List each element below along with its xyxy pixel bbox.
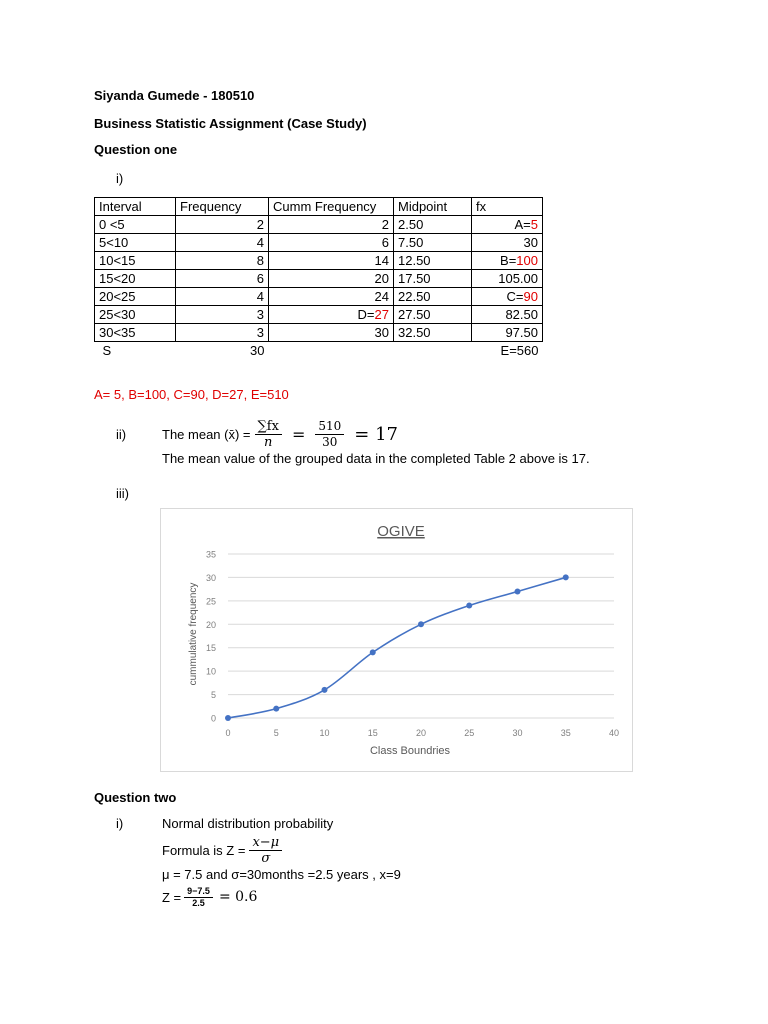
fx-value: 105.00 [498, 271, 538, 286]
fx-cell [472, 252, 543, 270]
total-fx: E=560 [500, 343, 539, 358]
z-result: = 0.6 [218, 889, 258, 905]
data-point [515, 588, 521, 594]
data-point [273, 706, 279, 712]
assignment-title: Business Statistic Assignment (Case Study) [94, 116, 367, 131]
cumulative-value: 20 [374, 271, 389, 286]
y-tick-label: 5 [210, 690, 216, 701]
fx-value: 5 [530, 217, 538, 232]
fx-cell [472, 234, 543, 252]
y-tick-label: 0 [210, 713, 216, 724]
fx-value: 82.50 [505, 307, 538, 322]
frequency-table [94, 197, 543, 359]
midpoint-cell: 27.50 [394, 306, 472, 324]
x-tick-label: 5 [273, 728, 279, 738]
mean-result: = 17 [354, 423, 398, 445]
z-calculation [162, 882, 257, 912]
formula-numerator: x−μ [249, 835, 282, 851]
fx-cell [472, 324, 543, 342]
frequency-cell: 2 [176, 216, 269, 234]
q2-part-i-label: i) [116, 816, 124, 831]
fx-prefix: A= [514, 217, 531, 232]
frequency-cell: 6 [176, 270, 269, 288]
table-total-row [95, 342, 543, 360]
interval-cell: 15<20 [95, 270, 176, 288]
interval-cell: 30<35 [95, 324, 176, 342]
x-tick-label: 15 [367, 728, 378, 738]
data-point [322, 687, 328, 693]
y-tick-label: 25 [205, 596, 216, 607]
table-row [95, 234, 543, 252]
interval-cell: 5<10 [95, 234, 176, 252]
cumulative-cell [269, 288, 394, 306]
cumulative-value: 30 [374, 325, 389, 340]
data-point [225, 715, 231, 721]
interval-cell: 10<15 [95, 252, 176, 270]
midpoint-cell: 17.50 [394, 270, 472, 288]
column-header: fx [472, 198, 543, 216]
author-line: Siyanda Gumede - 180510 [94, 88, 255, 103]
fx-value: 30 [523, 235, 538, 250]
table-header-row [95, 198, 543, 216]
y-tick-label: 20 [205, 619, 216, 630]
mean-formula [162, 414, 398, 454]
mean-fraction-values [315, 419, 344, 450]
z-fraction [184, 886, 213, 909]
column-header: Cumm Frequency [269, 198, 394, 216]
x-tick-label: 20 [415, 728, 427, 738]
midpoint-cell: 2.50 [394, 216, 472, 234]
frequency-cell: 3 [176, 306, 269, 324]
column-header: Midpoint [394, 198, 472, 216]
y-tick-label: 10 [205, 666, 216, 677]
table-row [95, 324, 543, 342]
x-axis-label: Class Boundries [369, 745, 451, 757]
mean-label: The mean (x̄) = [162, 426, 251, 442]
cumulative-value: 14 [374, 253, 389, 268]
cumulative-cell [269, 216, 394, 234]
z-denominator: 2.5 [192, 897, 205, 908]
fx-cell [472, 288, 543, 306]
data-point [418, 621, 424, 627]
chart-title: OGIVE [377, 523, 425, 540]
data-point [466, 603, 472, 609]
x-tick-label: 40 [608, 728, 620, 738]
fx-value: 97.50 [505, 325, 538, 340]
cumulative-cell [269, 306, 394, 324]
fx-prefix: B= [500, 253, 517, 268]
z-label: Z = [162, 889, 182, 905]
formula-denominator: σ [261, 850, 271, 866]
midpoint-cell: 32.50 [394, 324, 472, 342]
answers-line: A= 5, B=100, C=90, D=27, E=510 [94, 387, 289, 402]
question-one-heading: Question one [94, 142, 178, 157]
cumulative-prefix: D= [357, 307, 375, 322]
q1-part-ii-label: ii) [116, 427, 127, 442]
table-row [95, 270, 543, 288]
formula-label: Formula is Z = [162, 842, 246, 858]
midpoint-cell: 22.50 [394, 288, 472, 306]
cumulative-value: 2 [381, 217, 389, 232]
column-header: Frequency [176, 198, 269, 216]
empty-cell [269, 342, 394, 360]
ogive-chart [160, 508, 640, 773]
interval-cell: 0 <5 [95, 216, 176, 234]
mean-n-value: 30 [322, 434, 338, 449]
x-tick-label: 25 [464, 728, 475, 738]
data-point [563, 574, 569, 580]
frequency-cell: 4 [176, 288, 269, 306]
z-numerator: 9−7.5 [184, 886, 213, 898]
params-line: μ = 7.5 and σ=30months =2.5 years , x=9 [162, 867, 401, 882]
y-tick-label: 35 [205, 549, 216, 560]
frequency-cell: 8 [176, 252, 269, 270]
cumulative-cell [269, 324, 394, 342]
column-header: Interval [95, 198, 176, 216]
table-row [95, 216, 543, 234]
fx-cell [472, 216, 543, 234]
y-tick-label: 30 [205, 572, 216, 583]
interval-cell: 20<25 [95, 288, 176, 306]
fx-cell [472, 306, 543, 324]
mean-sum-value: 510 [315, 419, 344, 435]
mean-numerator: ∑fx [255, 419, 282, 435]
cumulative-value: 24 [374, 289, 389, 304]
midpoint-cell: 7.50 [394, 234, 472, 252]
x-tick-label: 35 [560, 728, 571, 738]
fx-value: 100 [516, 253, 538, 268]
table-row [95, 252, 543, 270]
cumulative-cell [269, 234, 394, 252]
mean-denominator: n [264, 434, 273, 450]
total-label: S [102, 343, 112, 358]
cumulative-cell [269, 270, 394, 288]
mean-equals: = [291, 424, 306, 444]
midpoint-cell: 12.50 [394, 252, 472, 270]
q1-part-i-label: i) [116, 171, 124, 186]
x-tick-label: 10 [319, 728, 330, 738]
cumulative-cell [269, 252, 394, 270]
fx-prefix: C= [506, 289, 524, 304]
empty-cell [394, 342, 472, 360]
mean-fraction [255, 419, 282, 450]
data-point [370, 649, 376, 655]
fx-cell [472, 270, 543, 288]
table-row [95, 306, 543, 324]
cumulative-value: 6 [381, 235, 389, 250]
z-formula [162, 832, 282, 868]
y-tick-label: 15 [205, 643, 216, 654]
question-two-heading: Question two [94, 790, 177, 805]
frequency-cell: 4 [176, 234, 269, 252]
q2-topic: Normal distribution probability [162, 816, 334, 831]
cumulative-value: 27 [374, 307, 389, 322]
x-tick-label: 30 [512, 728, 523, 738]
q1-part-iii-label: iii) [116, 486, 129, 501]
y-axis-label: cummulative frequency [188, 582, 199, 686]
frequency-cell: 3 [176, 324, 269, 342]
x-tick-label: 0 [225, 728, 231, 738]
interval-cell: 25<30 [95, 306, 176, 324]
table-row [95, 288, 543, 306]
total-frequency: 30 [250, 343, 265, 358]
mean-sentence: The mean value of the grouped data in the completed Table 2 above is 17. [162, 451, 590, 466]
fx-value: 90 [523, 289, 538, 304]
formula-fraction [249, 835, 282, 866]
